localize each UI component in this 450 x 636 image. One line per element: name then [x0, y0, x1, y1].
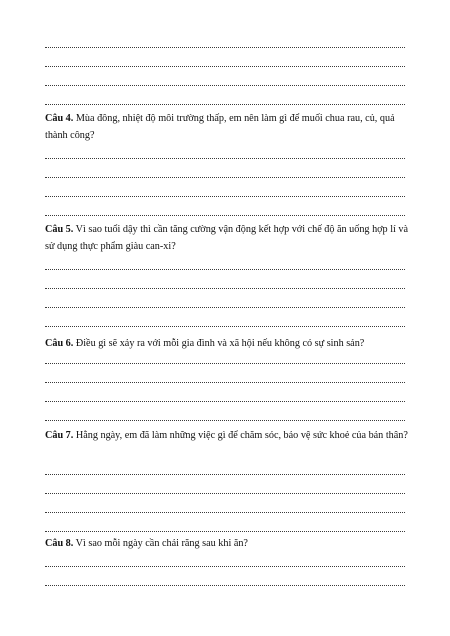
question-text: Vì sao mỗi ngày cần chải răng sau khi ăn?	[73, 538, 248, 549]
answer-line	[45, 66, 405, 67]
answer-line	[45, 382, 405, 383]
question-text: Vì sao tuổi dậy thì cần tăng cường vận động kết hợp với chế độ ăn uống hợp lí và sử dụng thực phẩm giàu can-xi?	[45, 224, 409, 252]
answer-line	[45, 196, 405, 197]
answer-line	[45, 47, 405, 48]
question-4	[45, 110, 410, 144]
question-label: Câu 6.	[45, 338, 74, 349]
answer-line	[45, 269, 405, 270]
question-text: Hằng ngày, em đã làm những việc gì để chăm sóc, bảo vệ sức khoẻ của bản thân?	[73, 430, 408, 441]
answer-line	[45, 215, 405, 216]
answer-line	[45, 512, 405, 513]
answer-line	[45, 158, 405, 159]
answer-line	[45, 585, 405, 586]
question-label: Câu 7.	[45, 430, 74, 441]
answer-line	[45, 85, 405, 86]
question-text: Mùa đông, nhiệt độ môi trường thấp, em nên làm gì để muối chua rau, củ, quả thành công?	[45, 113, 395, 141]
question-5	[45, 221, 410, 255]
answer-line	[45, 566, 405, 567]
answer-line	[45, 177, 405, 178]
answer-line	[45, 288, 405, 289]
question-label: Câu 5.	[45, 224, 74, 235]
question-label: Câu 4.	[45, 113, 74, 124]
question-8	[45, 535, 410, 552]
question-6	[45, 335, 410, 352]
answer-line	[45, 363, 405, 364]
question-text: Điều gì sẽ xảy ra với mỗi gia đình và xã hội nếu không có sự sinh sản?	[73, 338, 365, 349]
answer-line	[45, 326, 405, 327]
answer-line	[45, 401, 405, 402]
answer-line	[45, 493, 405, 494]
answer-line	[45, 104, 405, 105]
answer-line	[45, 474, 405, 475]
answer-line	[45, 531, 405, 532]
question-label: Câu 8.	[45, 538, 74, 549]
question-7	[45, 427, 410, 444]
answer-line	[45, 420, 405, 421]
answer-line	[45, 307, 405, 308]
